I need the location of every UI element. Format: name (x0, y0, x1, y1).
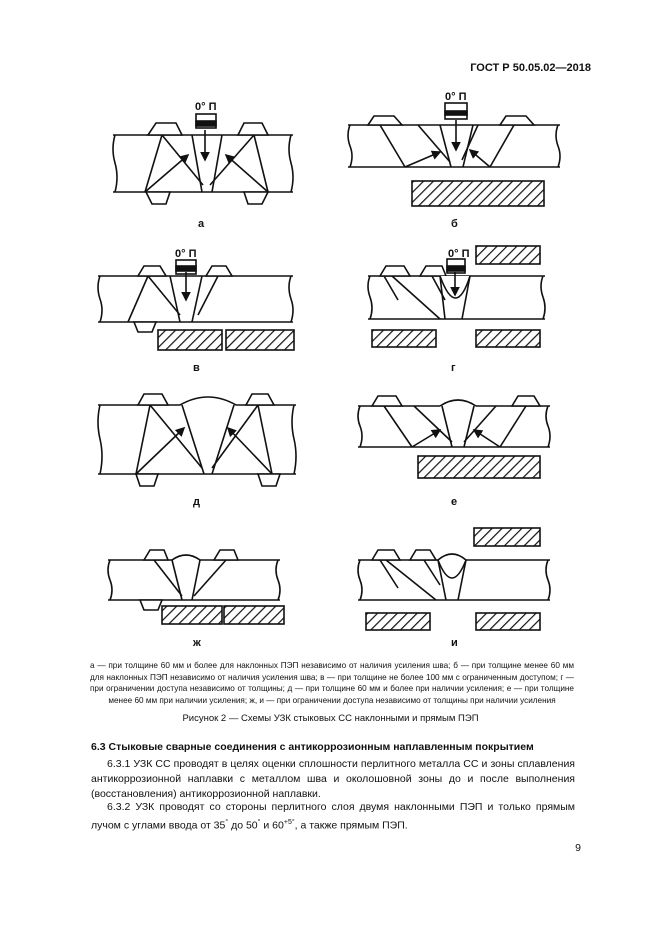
document-header: ГОСТ Р 50.05.02—2018 (470, 62, 591, 74)
panel-label-a: а (198, 218, 205, 230)
svg-text:0° П: 0° П (175, 248, 197, 260)
svg-text:0° П: 0° П (445, 91, 467, 103)
diagram-e (358, 396, 550, 478)
panel-label-v: в (193, 362, 200, 374)
panel-label-d: д (193, 496, 200, 508)
diagram-g (368, 246, 545, 347)
section-title: 6.3 Стыковые сварные соединения с антикоррозионным наплавленным покрытием (91, 741, 534, 753)
panel-label-b: б (451, 218, 458, 230)
diagram-a (113, 114, 293, 204)
panel-label-zh: ж (193, 637, 201, 649)
panel-label-e: е (451, 496, 458, 508)
diagram-d (98, 394, 296, 486)
figure-legend: а — при толщине 60 мм и более для наклонных ПЭП независимо от наличия усиления шва; б — при толщине менее 60 мм для наклонных ПЭП независимо от наличия усиления шва; в — при толщине не более 100 мм с ограниченным доступом; г — при ограничении доступа независимо от толщины; д — при толщине 60 мм и более при наличии усиления; е — при толщине менее 60 мм при наличии усиления; ж, и — при ограничении доступа независимо от толщины при наличии усиления (90, 661, 574, 705)
panel-label-i: и (451, 637, 458, 649)
paragraph-6-3-2: 6.3.2 УЗК проводят со стороны перлитного слоя двумя наклонными ПЭП и только прямым лучом с углами ввода от 35° до 50° и $60^{+5^\circ}$, а также прямым ПЭП. (91, 801, 575, 832)
svg-text:0° П: 0° П (448, 248, 470, 260)
panel-label-g: г (451, 362, 456, 374)
diagram-b (348, 103, 560, 206)
diagram-v (98, 260, 294, 350)
diagram-zh (108, 550, 284, 624)
diagram-i (358, 528, 550, 630)
page-number: 9 (575, 842, 581, 854)
figure-caption: Рисунок 2 — Схемы УЗК стыковых СС наклонными и прямым ПЭП (182, 713, 479, 724)
probe-label-a: 0° П (195, 101, 217, 113)
probe-left (148, 123, 182, 135)
probe-right (238, 123, 268, 135)
paragraph-6-3-1: 6.3.1 УЗК СС проводят в целях оценки сплошности перлитного металла СС и зоны сплавления антикоррозионной наплавки с металлом шва и околошовной зоны до и после выполнения (восстановления) антикоррозионной наплавки. (91, 758, 575, 800)
